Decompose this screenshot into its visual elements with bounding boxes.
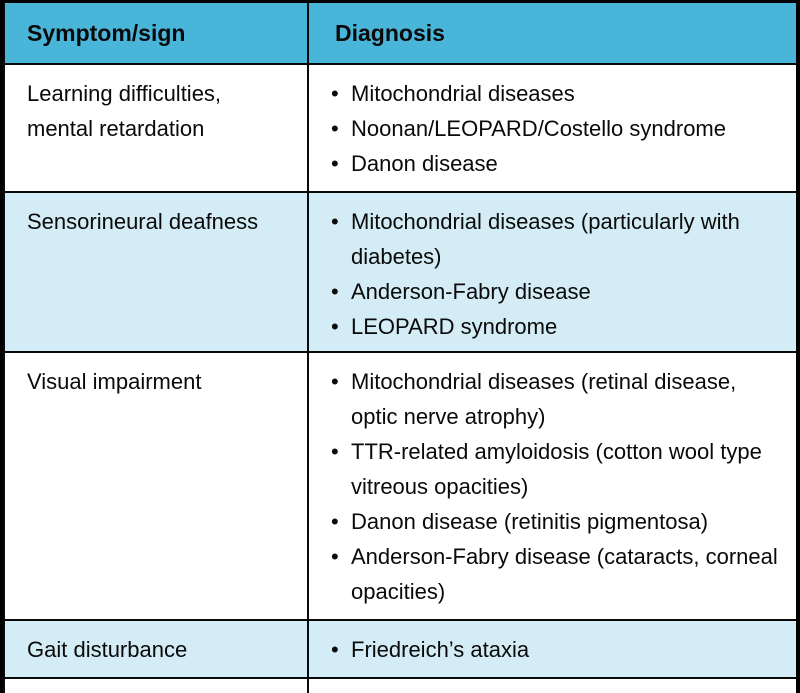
list-item — [331, 309, 782, 344]
diagnosis-list — [331, 65, 782, 181]
symptom-text: Learning difficulties, mental retardation — [27, 81, 222, 141]
table-header — [5, 3, 796, 65]
table-row — [5, 621, 796, 679]
list-item — [331, 364, 782, 434]
diagnosis-text: Mitochondrial diseases — [351, 81, 575, 106]
diagnosis-cell — [309, 65, 796, 191]
diagnosis-text: LEOPARD syndrome — [351, 314, 558, 339]
diagnosis-text: Anderson-Fabry disease — [351, 279, 591, 304]
diagnosis-table — [3, 3, 796, 693]
diagnosis-text: Danon disease (retinitis pigmentosa) — [351, 509, 709, 534]
table-row-partial — [5, 679, 796, 693]
diagnosis-text: Danon disease — [351, 151, 498, 176]
symptom-cell — [5, 193, 309, 351]
diagnosis-list — [331, 621, 782, 667]
table-row — [5, 193, 796, 353]
header-symptom: Symptom/sign — [5, 3, 309, 63]
diagnosis-cell — [309, 679, 796, 693]
list-item — [331, 146, 782, 181]
bullet-icon: • — [331, 369, 339, 394]
list-item — [331, 76, 782, 111]
diagnosis-text: TTR-related amyloidosis (cotton wool type vitreous opacities) — [351, 439, 762, 499]
list-item — [331, 504, 782, 539]
list-item — [331, 632, 782, 667]
symptom-cell — [5, 679, 309, 693]
bullet-icon: • — [331, 509, 339, 534]
table-row — [5, 353, 796, 621]
bullet-icon: • — [331, 151, 339, 176]
symptom-cell — [5, 65, 309, 191]
bullet-icon: • — [331, 209, 339, 234]
diagnosis-text: Noonan/LEOPARD/Costello syndrome — [351, 116, 726, 141]
list-item — [331, 539, 782, 609]
bullet-icon: • — [331, 439, 339, 464]
list-item — [331, 111, 782, 146]
symptom-text: Gait disturbance — [27, 637, 188, 662]
bullet-icon: • — [331, 279, 339, 304]
diagnosis-text: Anderson-Fabry disease (cataracts, corneal opacities) — [351, 544, 778, 604]
diagnosis-text: Mitochondrial diseases (particularly with diabetes) — [351, 209, 740, 269]
table-row — [5, 65, 796, 193]
header-diagnosis: Diagnosis — [335, 20, 445, 46]
symptom-text: Sensorineural deafness — [27, 209, 259, 234]
list-item — [331, 204, 782, 274]
symptom-cell — [5, 621, 309, 677]
symptom-text: Visual impairment — [27, 369, 202, 394]
diagnosis-cell — [309, 193, 796, 351]
bullet-icon: • — [331, 637, 339, 662]
diagnosis-text: Friedreich’s ataxia — [351, 637, 530, 662]
bullet-icon: • — [331, 314, 339, 339]
bullet-icon: • — [331, 116, 339, 141]
bullet-icon: • — [331, 81, 339, 106]
diagnosis-text: Mitochondrial diseases (retinal disease, optic nerve atrophy) — [351, 369, 737, 429]
diagnosis-list — [331, 353, 782, 609]
bullet-icon: • — [331, 544, 339, 569]
diagnosis-list — [331, 193, 782, 344]
diagnosis-cell — [309, 353, 796, 619]
diagnosis-cell — [309, 621, 796, 677]
list-item — [331, 434, 782, 504]
list-item — [331, 274, 782, 309]
symptom-cell — [5, 353, 309, 619]
